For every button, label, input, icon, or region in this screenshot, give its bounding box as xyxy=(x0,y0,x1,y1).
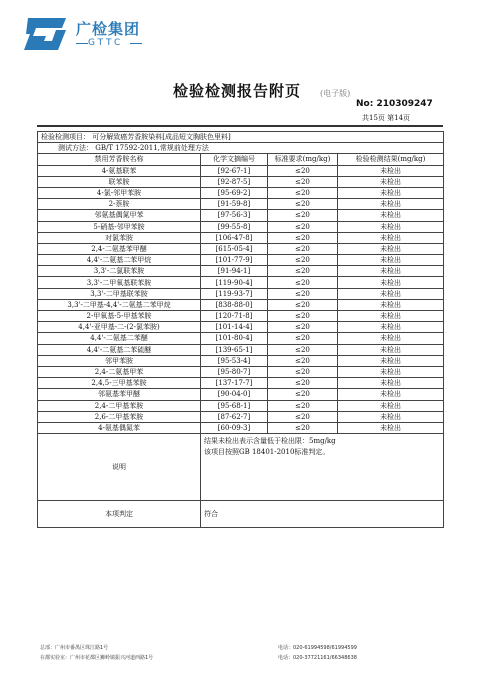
result: 未检出 xyxy=(338,243,444,254)
table-row xyxy=(38,322,444,333)
amine-name: 2-萘胺 xyxy=(38,199,201,210)
amine-name: 3,3'-二氯联苯胺 xyxy=(38,266,201,277)
table-row xyxy=(38,311,444,322)
note-line: 该项目按照GB 18401-2010标准判定。 xyxy=(204,448,330,457)
result: 未检出 xyxy=(338,389,444,400)
cas-number: [99-55-8] xyxy=(201,221,268,232)
result: 未检出 xyxy=(338,422,444,433)
amine-name: 2,6-二甲基苯胺 xyxy=(38,411,201,422)
requirement: ≤20 xyxy=(268,232,338,243)
table-row xyxy=(38,288,444,299)
amine-name: 2,4,5-三甲基苯胺 xyxy=(38,378,201,389)
result: 未检出 xyxy=(338,199,444,210)
requirement: ≤20 xyxy=(268,322,338,333)
table-row xyxy=(38,243,444,254)
requirement: ≤20 xyxy=(268,288,338,299)
result: 未检出 xyxy=(338,411,444,422)
logo-english-name: GTTC xyxy=(88,38,124,48)
requirement: ≤20 xyxy=(268,165,338,176)
cas-number: [97-56-3] xyxy=(201,210,268,221)
result: 未检出 xyxy=(338,232,444,243)
requirement: ≤20 xyxy=(268,187,338,198)
table-row xyxy=(38,422,444,433)
amine-name: 邻氨基苯甲醚 xyxy=(38,389,201,400)
judgment-label: 本项判定 xyxy=(38,501,201,528)
amine-name: 对氯苯胺 xyxy=(38,232,201,243)
amine-name: 4-氯-邻甲苯胺 xyxy=(38,187,201,198)
amine-name: 2,4-二甲基苯胺 xyxy=(38,400,201,411)
requirement: ≤20 xyxy=(268,221,338,232)
table-row xyxy=(38,232,444,243)
note-text xyxy=(201,434,444,501)
requirement: ≤20 xyxy=(268,243,338,254)
cas-number: [106-47-8] xyxy=(201,232,268,243)
note-row xyxy=(38,434,444,501)
amine-name: 4,4'-二氨基二苯甲烷 xyxy=(38,255,201,266)
cas-number: [101-14-4] xyxy=(201,322,268,333)
table-row xyxy=(38,210,444,221)
result: 未检出 xyxy=(338,277,444,288)
table-row xyxy=(38,199,444,210)
table-row xyxy=(38,411,444,422)
requirement: ≤20 xyxy=(268,400,338,411)
note-line: 结果未检出表示含量低于检出限：5mg/kg xyxy=(204,437,336,446)
method-row xyxy=(38,143,444,154)
requirement: ≤20 xyxy=(268,266,338,277)
results-table xyxy=(37,131,444,528)
requirement: ≤20 xyxy=(268,311,338,322)
result: 未检出 xyxy=(338,366,444,377)
requirement: ≤20 xyxy=(268,199,338,210)
table-row xyxy=(38,366,444,377)
requirement: ≤20 xyxy=(268,389,338,400)
result: 未检出 xyxy=(338,165,444,176)
requirement: ≤20 xyxy=(268,344,338,355)
test-project: 检验检测项目： 可分解致癌芳香胺染料[成品短文胸肤色里料] xyxy=(38,132,444,143)
cas-number: [95-80-7] xyxy=(201,366,268,377)
result: 未检出 xyxy=(338,311,444,322)
table-row xyxy=(38,378,444,389)
cas-number: [60-09-3] xyxy=(201,422,268,433)
cas-number: [139-65-1] xyxy=(201,344,268,355)
project-row xyxy=(38,132,444,143)
cas-number: [615-05-4] xyxy=(201,243,268,254)
cas-number: [120-71-8] xyxy=(201,311,268,322)
table-row xyxy=(38,266,444,277)
logo-divider xyxy=(76,43,88,44)
table-row xyxy=(38,187,444,198)
amine-name: 2-甲氧基-5-甲基苯胺 xyxy=(38,311,201,322)
result: 未检出 xyxy=(338,378,444,389)
result: 未检出 xyxy=(338,344,444,355)
amine-name: 4,4'-二氨基二苯醚 xyxy=(38,333,201,344)
col-header-name: 禁用芳香胺名称 xyxy=(38,154,201,165)
table-row xyxy=(38,176,444,187)
result: 未检出 xyxy=(338,288,444,299)
requirement: ≤20 xyxy=(268,333,338,344)
cas-number: [137-17-7] xyxy=(201,378,268,389)
table-row xyxy=(38,389,444,400)
result: 未检出 xyxy=(338,322,444,333)
company-logo xyxy=(22,16,182,52)
footer-phones xyxy=(278,643,357,663)
table-row xyxy=(38,344,444,355)
cas-number: [91-59-8] xyxy=(201,199,268,210)
edition-tag: (电子版) xyxy=(320,89,351,98)
amine-name: 4-氨基联苯 xyxy=(38,165,201,176)
cas-number: [838-88-0] xyxy=(201,299,268,310)
table-row xyxy=(38,221,444,232)
cas-number: [95-69-2] xyxy=(201,187,268,198)
page-title: 检验检测报告附页 xyxy=(173,82,302,100)
result: 未检出 xyxy=(338,266,444,277)
footer-hq-address: 总部：广州市番禺区珠江路1号 xyxy=(40,645,109,651)
cas-number: [90-04-0] xyxy=(201,389,268,400)
amine-name: 2,4-二氨基甲苯 xyxy=(38,366,201,377)
cas-number: [119-90-4] xyxy=(201,277,268,288)
col-header-cas: 化学文摘编号 xyxy=(201,154,268,165)
report-number: No: 210309247 xyxy=(356,99,433,109)
header-rule xyxy=(37,125,443,127)
result: 未检出 xyxy=(338,355,444,366)
result: 未检出 xyxy=(338,333,444,344)
table-row xyxy=(38,277,444,288)
requirement: ≤20 xyxy=(268,299,338,310)
amine-name: 3,3'-二甲基-4,4'-二氨基二苯甲烷 xyxy=(38,299,201,310)
logo-divider xyxy=(130,43,142,44)
table-row xyxy=(38,333,444,344)
cas-number: [87-62-7] xyxy=(201,411,268,422)
judgment-value: 符合 xyxy=(201,501,444,528)
table-row xyxy=(38,165,444,176)
amine-name: 联苯胺 xyxy=(38,176,201,187)
amine-name: 邻氨基偶氮甲苯 xyxy=(38,210,201,221)
footer-addresses xyxy=(40,643,153,663)
result: 未检出 xyxy=(338,210,444,221)
cas-number: [95-68-1] xyxy=(201,400,268,411)
amine-name: 4,4'-二氨基二苯硫醚 xyxy=(38,344,201,355)
result: 未检出 xyxy=(338,176,444,187)
cas-number: [101-80-4] xyxy=(201,333,268,344)
table-header-row xyxy=(38,154,444,165)
result: 未检出 xyxy=(338,187,444,198)
amine-name: 3,3'-二甲基联苯胺 xyxy=(38,288,201,299)
result: 未检出 xyxy=(338,221,444,232)
amine-name: 4,4'-亚甲基-二-(2-氯苯胺) xyxy=(38,322,201,333)
page-count: 共15页 第14页 xyxy=(362,114,411,122)
table-row xyxy=(38,299,444,310)
amine-name: 3,3'-二甲氧基联苯胺 xyxy=(38,277,201,288)
amine-name: 5-硝基-邻甲苯胺 xyxy=(38,221,201,232)
cas-number: [92-87-5] xyxy=(201,176,268,187)
result: 未检出 xyxy=(338,400,444,411)
amine-name: 4-氨基偶氮苯 xyxy=(38,422,201,433)
col-header-result: 检验检测结果(mg/kg) xyxy=(338,154,444,165)
table-row xyxy=(38,255,444,266)
col-header-requirement: 标准要求(mg/kg) xyxy=(268,154,338,165)
cas-number: [91-94-1] xyxy=(201,266,268,277)
footer-lab-address: 在都实验室：广州市花都区狮岭镇振兴河道西路1号 xyxy=(40,655,154,661)
requirement: ≤20 xyxy=(268,210,338,221)
amine-name: 2,4-二氨基苯甲醚 xyxy=(38,243,201,254)
requirement: ≤20 xyxy=(268,378,338,389)
requirement: ≤20 xyxy=(268,422,338,433)
note-label: 说明 xyxy=(38,434,201,501)
requirement: ≤20 xyxy=(268,255,338,266)
cas-number: [95-53-4] xyxy=(201,355,268,366)
cas-number: [92-67-1] xyxy=(201,165,268,176)
gttc-logo-icon xyxy=(22,16,68,52)
requirement: ≤20 xyxy=(268,355,338,366)
amine-name: 邻甲苯胺 xyxy=(38,355,201,366)
table-row xyxy=(38,355,444,366)
cas-number: [119-93-7] xyxy=(201,288,268,299)
judgment-row xyxy=(38,501,444,528)
table-row xyxy=(38,400,444,411)
logo-chinese-name: 广检集团 xyxy=(76,20,141,38)
requirement: ≤20 xyxy=(268,411,338,422)
requirement: ≤20 xyxy=(268,277,338,288)
footer-lab-phone: 电话：020-37721161/66348638 xyxy=(278,655,357,661)
result: 未检出 xyxy=(338,299,444,310)
requirement: ≤20 xyxy=(268,366,338,377)
footer-hq-phone: 电话：020-61994598/61994599 xyxy=(278,645,357,651)
requirement: ≤20 xyxy=(268,176,338,187)
test-method: 测试方法： GB/T 17592-2011,常规前处理方法 xyxy=(38,143,444,154)
result: 未检出 xyxy=(338,255,444,266)
cas-number: [101-77-9] xyxy=(201,255,268,266)
